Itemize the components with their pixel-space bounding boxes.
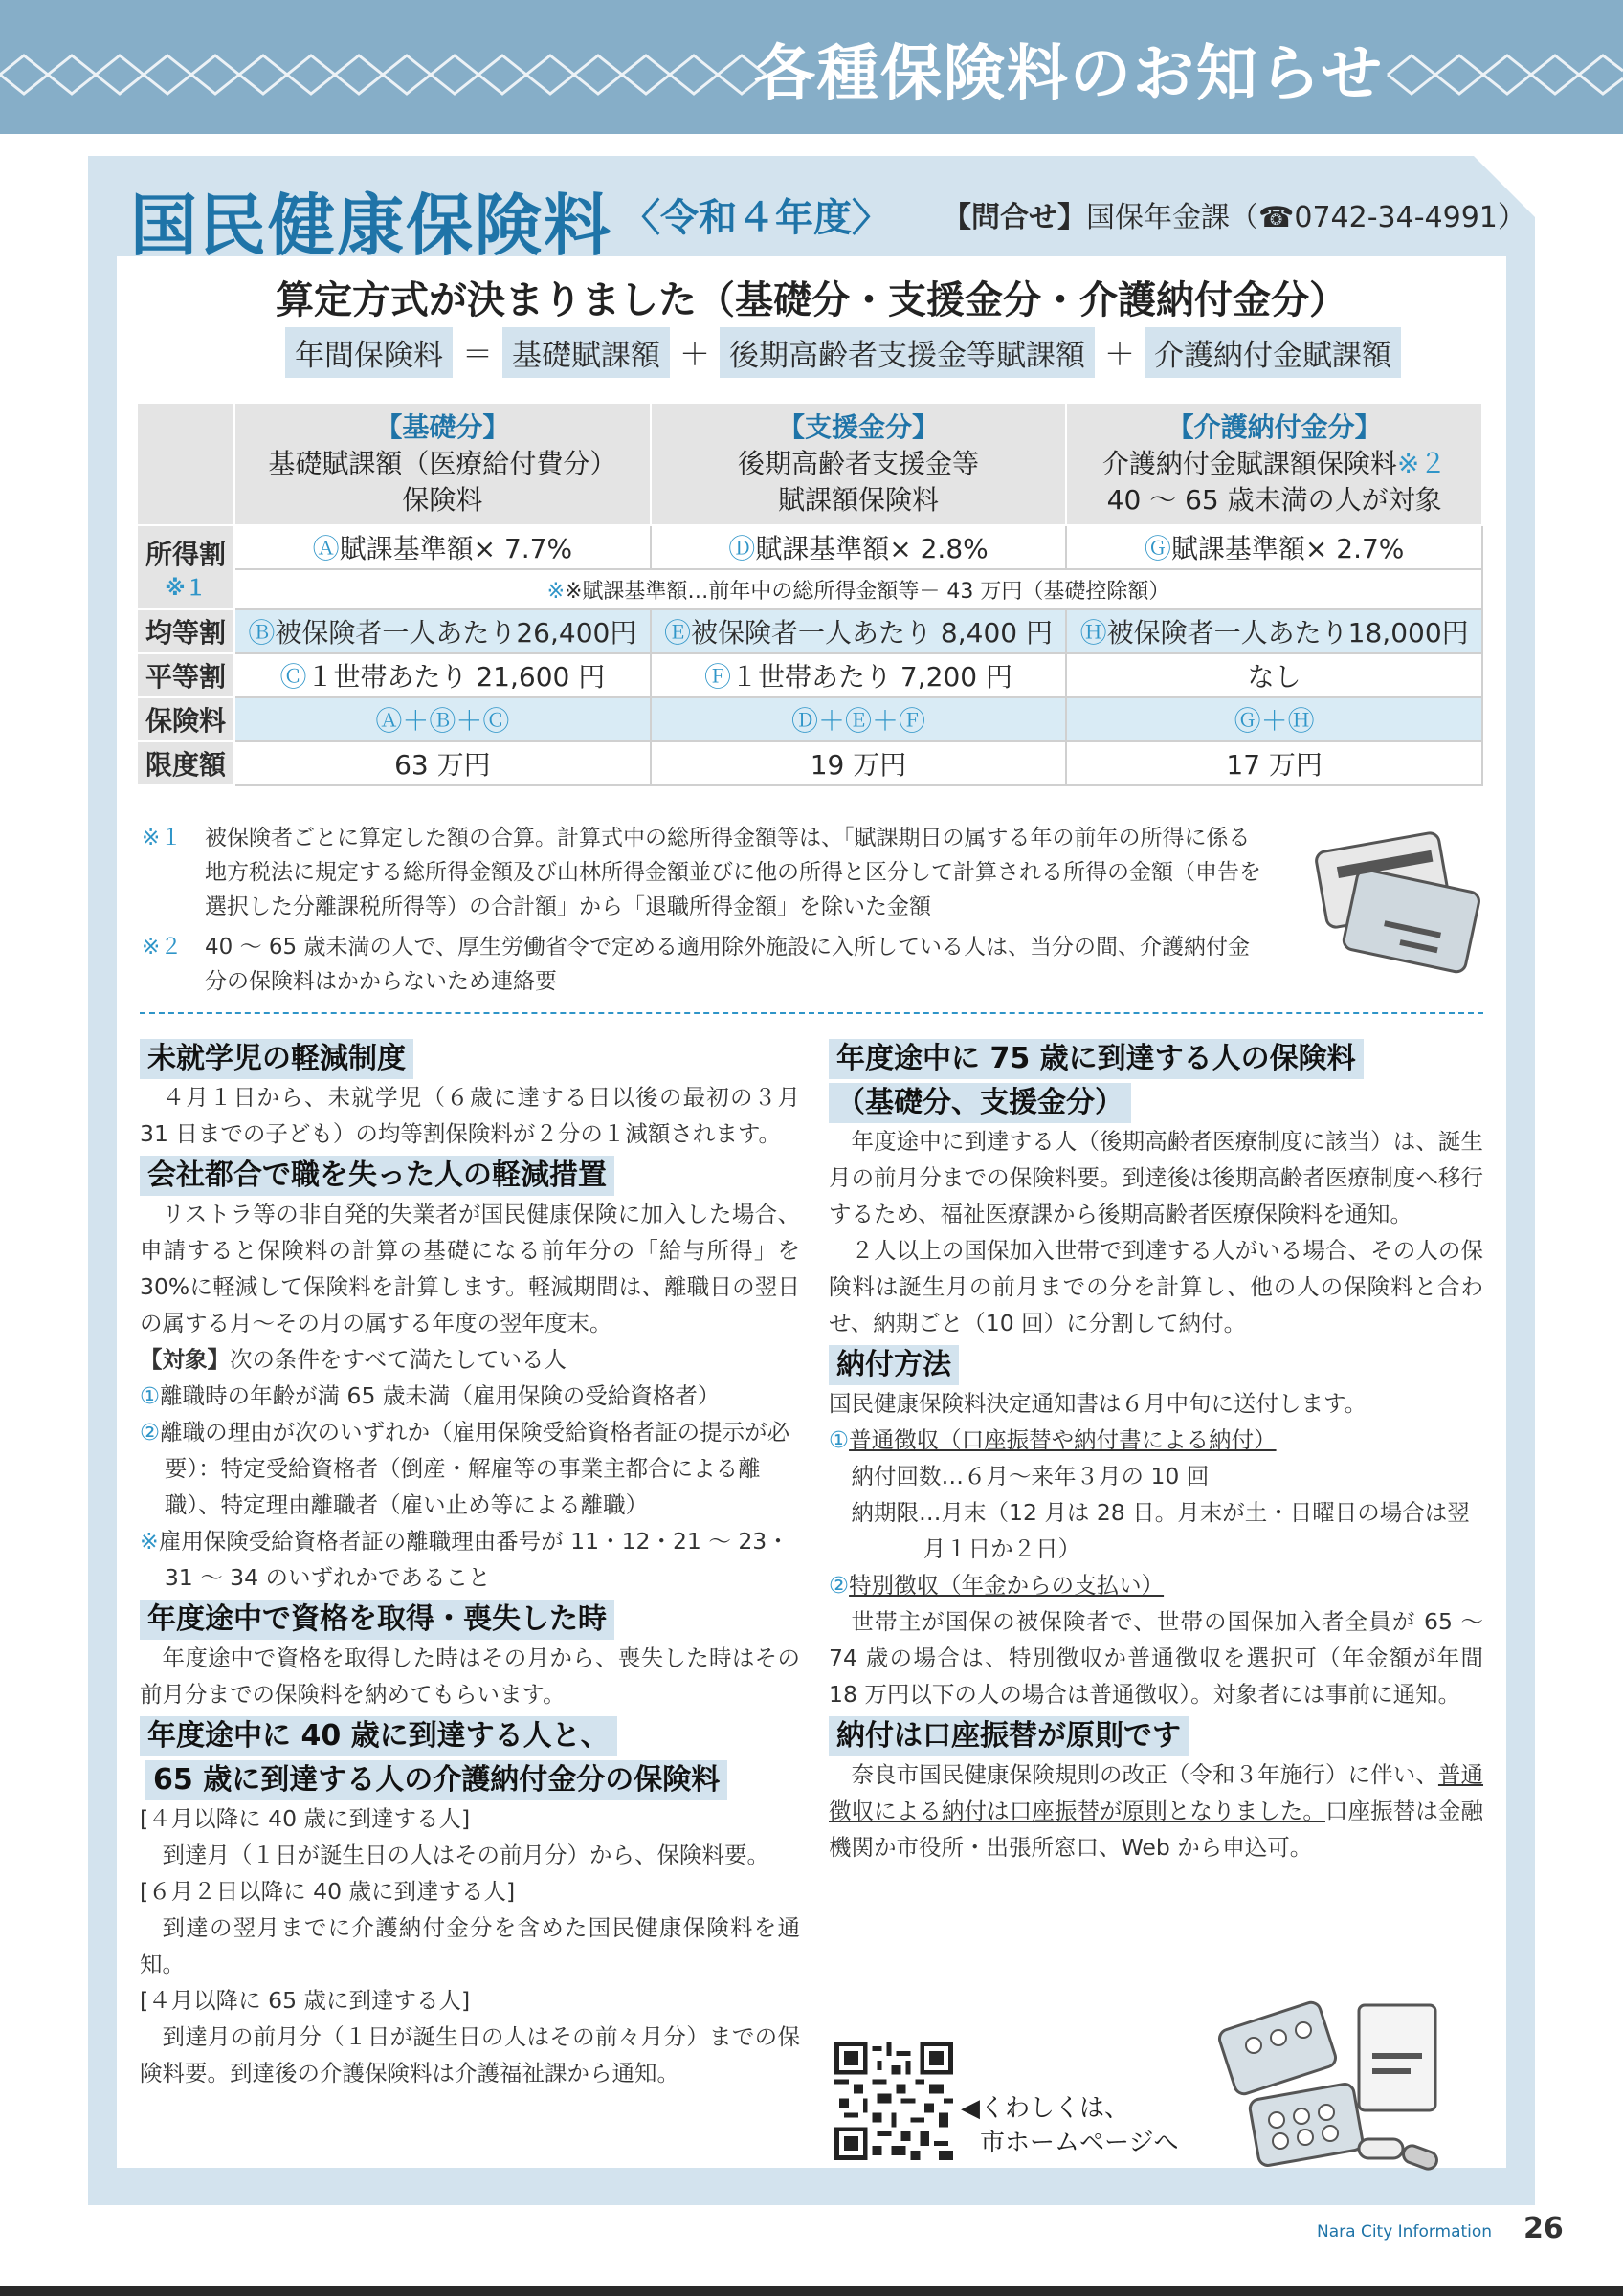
cell-b	[234, 609, 651, 653]
method-2-body: 世帯主が国保の被保険者で、世帯の国保加入者全員が 65 ～ 74 歳の場合は、特別徴収か普通徴収を選択可（年金額が年間 18 万円以下の人の場合は普通徴収）。対象者には事前に通知。	[829, 1608, 1483, 1708]
value-g: 賦課基準額× 2.7%	[1170, 533, 1405, 564]
footnote-1-text: 被保険者ごとに算定した額の合算。計算式中の総所得金額等は、「賦課期日の属する年の前年の所得に係る地方税法に規定する総所得金額及び山林所得金額並びに他の所得と区分して計算される所得の金額（申告を選択した分離課税所得等）の合計額」から「退職所得金額」を除いた金額	[205, 826, 1261, 919]
cell-d	[651, 525, 1067, 569]
qr-code-icon[interactable]	[834, 2042, 953, 2160]
limit-care: 17 万円	[1066, 741, 1482, 785]
contact-label: 【問合せ】	[943, 201, 1086, 234]
col-care-header	[1066, 403, 1482, 525]
age40-b-body: 到達の翌月までに介護納付金分を含めた国民健康保険料を通知。	[140, 1914, 800, 1977]
cell-f	[651, 653, 1067, 697]
medicine-illustration	[1215, 1996, 1445, 2187]
preschool-body: ４月１日から、未就学児（６歳に達する日以後の最初の３月 31 日までの子ども）の均等割保険料が２分の１減額されます。	[140, 1084, 800, 1147]
bottom-border	[0, 2286, 1623, 2296]
age65-body: 到達月の前月分（１日が誕生日の人はその前々月分）までの保険料要。到達後の介護保険料は介護福祉課から通知。	[140, 2023, 800, 2086]
cell-c	[234, 653, 651, 697]
transfer-heading: 納付は口座振替が原則です	[829, 1716, 1189, 1756]
income-label: 所得割	[145, 538, 226, 570]
method-2-mark: ②	[829, 1572, 850, 1599]
premium-support: Ⓓ＋Ⓔ＋Ⓕ	[651, 697, 1067, 741]
method-2	[829, 1567, 1483, 1603]
condition-note-text: 雇用保険受給資格者証の離職理由番号が 11・12・21 ～ 23・31 ～ 34 のいずれかであること	[158, 1528, 789, 1591]
col-basic-header	[234, 403, 651, 525]
premium-formula	[285, 327, 1401, 377]
age40-a-body: 到達月（１日が誕生日の人はその前月分）から、保険料要。	[162, 1842, 769, 1868]
page-number: 26	[1523, 2212, 1564, 2245]
fiscal-year: 〈令和４年度〉	[622, 196, 890, 240]
section-heading: 算定方式が決まりました（基礎分・支援金分・介護納付金分）	[276, 278, 1347, 322]
payment-heading: 納付方法	[829, 1345, 959, 1385]
condition-note-mark: ※	[140, 1528, 159, 1555]
cell-a	[234, 525, 651, 569]
contact-text: 国保年金課（☎0742-34-4991）	[1086, 201, 1526, 234]
income-note: ※１	[165, 576, 207, 601]
col-support-header	[651, 403, 1067, 525]
method-1-deadline: 納期限…月末（12 月は 28 日。月末が土・日曜日の場合は翌月１日か２日）	[851, 1499, 1470, 1562]
homepage-link[interactable]	[961, 2091, 1178, 2160]
section-divider	[140, 1012, 1483, 1014]
contact-info	[943, 193, 1526, 235]
footnote-2	[142, 930, 1261, 999]
formula-care: 介護納付金賦課額	[1145, 327, 1401, 378]
mark-d: Ⓓ	[728, 533, 756, 564]
col-basic-line2: 保険料	[402, 484, 483, 516]
table-row	[137, 741, 1482, 785]
midyear-body: 年度途中で資格を取得した時はその月から、喪失した時はその前月分までの保険料を納めてもらいます。	[140, 1645, 800, 1708]
condition-2-mark: ②	[140, 1419, 161, 1446]
table-row	[137, 697, 1482, 741]
mark-g: Ⓖ	[1144, 533, 1171, 564]
right-column	[829, 1035, 1483, 1866]
preschool-heading: 未就学児の軽減制度	[140, 1039, 413, 1079]
midyear-heading: 年度途中で資格を取得・喪失した時	[140, 1600, 614, 1640]
formula-support: 後期高齢者支援金等賦課額	[720, 327, 1095, 378]
condition-1	[140, 1378, 800, 1414]
layoff-body: リストラ等の非自発的失業者が国民健康保険に加入した場合、申請すると保険料の計算の基礎になる前年分の「給与所得」を30%に軽減して保険料を計算します。軽減期間は、離職日の翌日の属する月～その月の属する年度の翌年度末。	[140, 1201, 800, 1336]
age75-body-1: 年度途中に到達する人（後期高齢者医療制度に該当）は、誕生月の前月分までの保険料要。到達後は後期高齢者医療制度へ移行するため、福祉医療課から後期高齢者医療保険料を通知。	[829, 1128, 1483, 1227]
value-e: 被保険者一人あたり 8,400 円	[691, 617, 1053, 649]
formula-plus-2: ＋	[1104, 336, 1136, 372]
method-1-title: 普通徴収（口座振替や納付書による納付）	[849, 1426, 1277, 1453]
formula-plus-1: ＋	[679, 336, 711, 372]
homepage-link-line1: ◀くわしくは、	[961, 2094, 1129, 2123]
method-1-count: 納付回数…６月～来年３月の 10 回	[851, 1463, 1210, 1490]
method-1-mark: ①	[829, 1426, 850, 1453]
col-care-line2: 40 ～ 65 歳未満の人が対象	[1106, 484, 1442, 516]
formula-equals: ＝	[462, 336, 494, 372]
age40-heading-2: 65 歳に到達する人の介護納付金分の保険料	[145, 1760, 727, 1800]
homepage-link-line2: 市ホームページへ	[980, 2129, 1179, 2157]
insurance-card-illustration	[1311, 823, 1483, 985]
cell-none: なし	[1066, 653, 1482, 697]
footnote-2-text: 40 ～ 65 歳未満の人で、厚生労働省令で定める適用除外施設に入所している人は、当分の間、介護納付金分の保険料はかからないため連絡要	[205, 935, 1251, 994]
cell-e	[651, 609, 1067, 653]
row-label-flat: 平等割	[137, 653, 234, 697]
age75-body-2: ２人以上の国保加入世帯で到達する人がいる場合、その人の保険料は誕生月の前月までの分を計算し、他の人の保険料と合わせ、納期ごと（10 回）に分割して納付。	[829, 1237, 1483, 1336]
premium-rate-table	[136, 402, 1483, 786]
method-2-title: 特別徴収（年金からの支払い）	[849, 1572, 1165, 1599]
transfer-body-a: 奈良市国民健康保険規則の改正（令和３年施行）に伴い、	[851, 1761, 1438, 1788]
transfer-body-b: 普通徴収による納付は口座振替が原則となりました。	[829, 1761, 1484, 1824]
table-row	[137, 569, 1482, 609]
col-care-note: ※２	[1396, 448, 1447, 479]
footnotes	[142, 821, 1261, 1004]
value-f: １世帯あたり 7,200 円	[731, 661, 1012, 693]
value-h: 被保険者一人あたり18,000円	[1106, 617, 1469, 649]
condition-1-text: 離職時の年齢が満 65 歳未満（雇用保険の受給資格者）	[160, 1382, 721, 1409]
col-support-line1: 後期高齢者支援金等	[737, 448, 979, 479]
limit-support: 19 万円	[651, 741, 1067, 785]
mark-c: Ⓒ	[279, 661, 307, 693]
layoff-heading: 会社都合で職を失った人の軽減措置	[140, 1156, 614, 1196]
age40-a-label: [４月以降に 40 歳に到達する人]	[140, 1805, 471, 1832]
mark-b: Ⓑ	[248, 617, 276, 649]
cell-g	[1066, 525, 1482, 569]
table-row	[137, 525, 1482, 569]
col-support-line2: 賦課額保険料	[777, 484, 939, 516]
age75-heading-1: 年度途中に 75 歳に到達する人の保険料	[829, 1039, 1364, 1079]
col-care-line1: 介護納付金賦課額保険料	[1101, 448, 1397, 479]
base-amount-footnote: ※※賦課基準額…前年中の総所得金額等－ 43 万円（基礎控除額）	[234, 569, 1482, 609]
premium-basic: Ⓐ＋Ⓑ＋Ⓒ	[234, 697, 651, 741]
footnote-2-mark: ※２	[142, 935, 183, 960]
age65-label: [４月以降に 65 歳に到達する人]	[140, 1987, 471, 2014]
value-c: １世帯あたり 21,600 円	[306, 661, 606, 693]
col-basic-line1: 基礎賦課額（医療給付費分）	[268, 448, 617, 479]
footer-brand: Nara City Information	[1317, 2222, 1493, 2241]
mark-e: Ⓔ	[664, 617, 692, 649]
formula-basic: 基礎賦課額	[502, 327, 670, 378]
age40-heading-1: 年度途中に 40 歳に到達する人と、	[140, 1716, 617, 1756]
footnote-1-mark: ※１	[142, 826, 183, 850]
age40-b-label: [６月２日以降に 40 歳に到達する人]	[140, 1878, 516, 1905]
premium-care: Ⓖ＋Ⓗ	[1066, 697, 1482, 741]
value-d: 賦課基準額× 2.8%	[755, 533, 989, 564]
footnote-text: ※賦課基準額…前年中の総所得金額等－ 43 万円（基礎控除額）	[565, 579, 1170, 604]
table-row	[137, 609, 1482, 653]
mark-h: Ⓗ	[1079, 617, 1107, 649]
payment-intro: 国民健康保険料決定通知書は６月中旬に送付します。	[829, 1390, 1367, 1417]
value-a: 賦課基準額× 7.7%	[339, 533, 573, 564]
transfer-body	[829, 1756, 1483, 1866]
target-label: 【対象】	[140, 1346, 230, 1373]
method-1	[829, 1422, 1483, 1458]
formula-annual: 年間保険料	[285, 327, 453, 378]
banner-title: 各種保険料のお知らせ	[753, 39, 1384, 110]
page-title: 国民健康保険料	[130, 187, 612, 265]
row-label-income	[137, 525, 234, 609]
limit-basic: 63 万円	[234, 741, 651, 785]
condition-2	[140, 1414, 800, 1523]
row-label-limit: 限度額	[137, 741, 234, 785]
condition-note	[140, 1523, 800, 1596]
condition-2-text: 離職の理由が次のいずれか（雇用保険受給資格者証の提示が必要）：特定受給資格者（倒産・解雇等の事業主都合による離職）、特定理由離職者（雇い止め等による離職）	[160, 1419, 790, 1518]
target-text: 次の条件をすべて満たしている人	[230, 1346, 567, 1373]
layoff-target	[140, 1341, 800, 1378]
mark-a: Ⓐ	[312, 533, 340, 564]
footnote-1	[142, 821, 1261, 924]
header-banner	[0, 0, 1623, 134]
table-row	[137, 653, 1482, 697]
value-b: 被保険者一人あたり26,400円	[275, 617, 637, 649]
col-support-category: 【支援金分】	[777, 411, 939, 443]
table-header-row	[137, 403, 1482, 525]
condition-1-mark: ①	[140, 1382, 161, 1409]
col-basic-category: 【基礎分】	[375, 411, 510, 443]
mark-f: Ⓕ	[704, 661, 732, 693]
transfer-body-c: 口座振替は金融機関か市役所・出張所窓口、Web から申込可。	[829, 1798, 1484, 1861]
row-label-equal: 均等割	[137, 609, 234, 653]
table-corner	[137, 403, 234, 525]
left-column	[140, 1035, 800, 2091]
age75-heading-2: （基礎分、支援金分）	[829, 1083, 1131, 1123]
cell-h	[1066, 609, 1482, 653]
row-label-premium: 保険料	[137, 697, 234, 741]
col-care-category: 【介護納付金分】	[1167, 411, 1382, 443]
